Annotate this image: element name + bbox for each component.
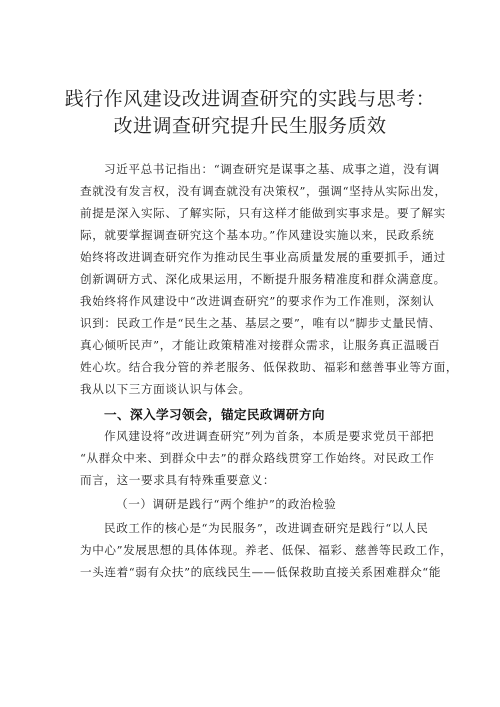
paragraph-line: 始终将改进调查研究作为推动民生事业高质量发展的重要抓手，通过 [80, 250, 446, 264]
paragraph-line: 际，就要掌握调查研究这个基本功。”作风建设实施以来，民政系统 [80, 228, 435, 242]
section-heading: 一、深入学习领会，锚定民政调研方向 [104, 407, 325, 422]
paragraph-line: 而言，这一要求具有特殊重要意义： [80, 473, 276, 487]
document-title-line-1: 践行作风建设改进调查研究的实践与思考： [64, 88, 436, 110]
paragraph-line: 作风建设将“改进调查研究”列为首条，本质是要求党员干部把 [104, 429, 435, 443]
subsection-heading: （一）调研是践行“两个维护”的政治检验 [116, 497, 337, 511]
paragraph-line: 真心倾听民声”，才能让政策精准对接群众需求，让服务真正温暖百 [80, 338, 441, 352]
paragraph-line: 姓心坎。结合我分管的养老服务、低保救助、福彩和慈善事业等方面， [80, 360, 459, 374]
paragraph-line: 前提是深入实际、了解实际，只有这样才能做到实事求是。要了解实 [80, 206, 446, 220]
paragraph-line: 我始终将作风建设中“改进调查研究”的要求作为工作准则，深刻认 [80, 294, 435, 308]
paragraph-line: 一头连着“弱有众扶”的底线民生——低保救助直接关系困难群众“能 [80, 565, 442, 579]
paragraph-line: 识到：民政工作是“民生之基、基层之要”，唯有以“脚步丈量民情、 [80, 316, 442, 330]
paragraph-line: 民政工作的核心是“为民服务”，改进调查研究是践行“以人民 [104, 521, 429, 535]
paragraph-line: “从群众中来、到群众中去”的群众路线贯穿工作始终。对民政工作 [80, 451, 435, 465]
paragraph-line: 习近平总书记指出：“调查研究是谋事之基、成事之道，没有调 [104, 162, 440, 176]
paragraph-line: 为中心”发展思想的具体体现。养老、低保、福彩、慈善等民政工作， [80, 543, 453, 557]
document-title-line-2: 改进调查研究提升民生服务质效 [113, 115, 387, 137]
paragraph-line: 查就没有发言权，没有调查就没有决策权”，强调“坚持从实际出发， [80, 184, 447, 198]
paragraph-line: 创新调研方式、深化成果运用，不断提升服务精准度和群众满意度。 [80, 272, 446, 286]
paragraph-line: 我从以下三方面谈认识与体会。 [80, 382, 251, 396]
